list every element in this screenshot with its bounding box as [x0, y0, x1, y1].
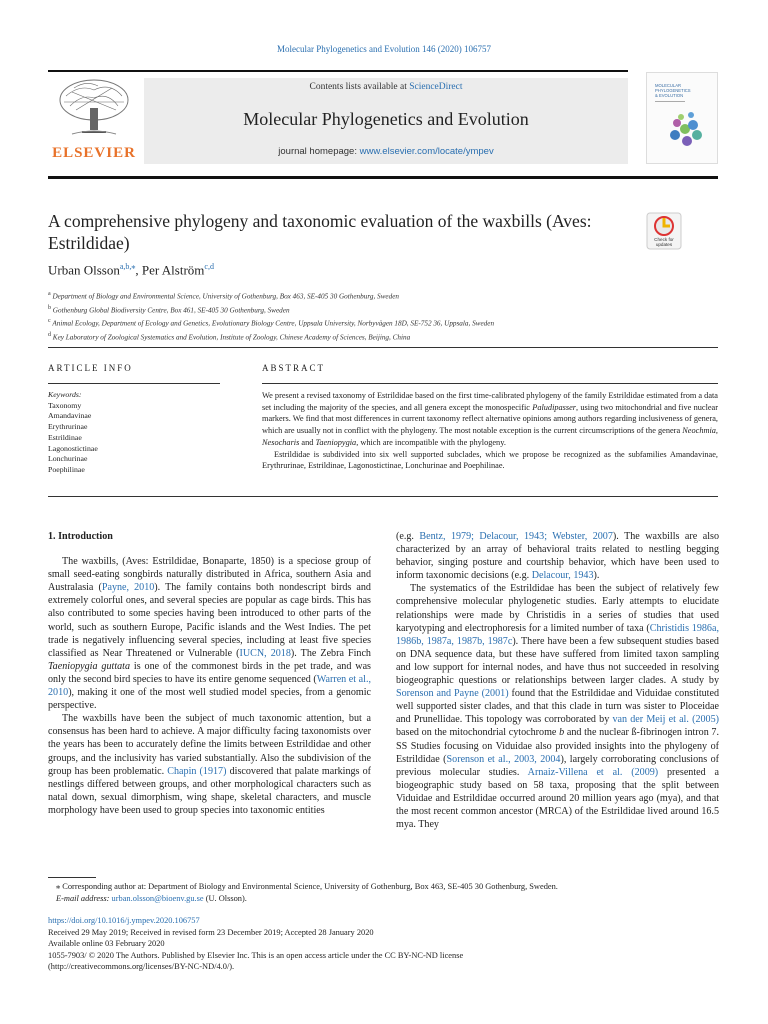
keyword-item: Taxonomy	[48, 400, 82, 410]
author-list	[48, 262, 214, 278]
keyword-item: Amandavinae	[48, 411, 92, 421]
crossmark-line-1: Check for	[654, 237, 674, 242]
citation-link[interactable]: Sorenson and Payne (2001)	[396, 688, 509, 700]
journal-title-box	[144, 78, 628, 164]
received-dates: Received 29 May 2019; Received in revised form 23 December 2019; Accepted 28 January 2020	[48, 927, 374, 937]
abstract-bottom-rule	[48, 496, 718, 497]
elsevier-wordmark: ELSEVIER	[52, 145, 136, 161]
cover-line-1: MOLECULAR	[655, 83, 682, 88]
citation-link[interactable]: Warren et al., 2010	[48, 673, 371, 699]
body-paragraph: (e.g. Bentz, 1979; Delacour, 1943; Webster, 2007). The waxbills are also characterized by an array of behavioral traits related to nestling begging behavior, singing posture and courtship behavior, which have been used to inform taxonomic decisions (e.g. Delacour, 1943).	[396, 531, 719, 582]
crossmark-line-2: updates	[655, 242, 673, 247]
body-paragraph: The systematics of the Estrildidae has been the subject of relatively few comprehensive molecular phylogenetic studies. Early attempts to elucidate relationships were made by Christidis in a series of studies that used karyotyping and electrophoresis for a limited number of taxa (Christidis 1986a, 1986b, 1987a, 1987b, 1987c). There have been a few subsequent studies based on DNA sequence data, but these have suffered from limited taxon sampling and low support for internal nodes, and have thus not succeeded in resolving biogeographic questions or relationships between larger clades. A study by Sorenson and Payne (2001) found that the Estrildidae and Viduidae constituted well supported sister clades, and that this clade in turn was sister to Ploceidae and Prunellidae. This topology was corroborated by van der Meij et al. (2005) based on the mitochondrial cytochrome b and the nuclear ß-fibrinogen intron 7. SS Studies focusing on Viduidae also provided insights into the phylogeny of Estrildidae (Sorenson et al., 2003, 2004), largely corroborating conclusions of previous molecular studies. Arnaiz-Villena et al. (2009) presented a biogeographic study based on 58 taxa, proposing that the split between Viduidae and Estrildidae occurred around 20 million years ago (mya), and that the most recent common ancestor (MRCA) of the Estrildidae lived around 16.5 mya. They	[396, 583, 720, 831]
author-name: Per Alström	[141, 262, 205, 278]
elsevier-logo[interactable]	[48, 76, 140, 164]
citation-link[interactable]: Delacour, 1943	[531, 570, 594, 582]
available-online: Available online 03 February 2020	[48, 939, 165, 949]
author-name: Urban Olsson	[48, 262, 120, 278]
body-paragraph: The waxbills, (Aves: Estrildidae, Bonaparte, 1850) is a speciose group of small seed-eating songbirds naturally distributed in Africa, southern Asia and Australasia (Payne, 2010). The family contains both nondescript birds and extremely colorful ones, and several species are popular as cage birds. This has also contributed to some species having been introduced to other parts of the world, such as southern Europe, Pacific islands and the West Indies. The pet trade is negatively influencing several species, including at least five species classified as Near Threatened or Vulnerable (IUCN, 2018). The Zebra Finch Taeniopygia guttata is one of the commonest birds in the pet trade, and was only the second bird species to have its entire genome sequenced (Warren et al., 2010), making it one of the most well studied model species, from a genomic perspective.	[48, 556, 371, 712]
journal-title: Molecular Phylogenetics and Evolution	[243, 109, 529, 129]
keyword-item: Poephilinae	[48, 464, 85, 474]
footnotes	[48, 881, 718, 906]
affiliation-mark: b	[48, 304, 51, 311]
footnote-rule	[48, 877, 96, 878]
abstract-paragraph: We present a revised taxonomy of Estrildidae based on the first time-calibrated phylogeny of the family Estrildidae estimated from a data set including the majority of the species, and all genera except the monospecific Paludipasser, using two mitochondrial and five nuclear markers. We find that most differences in current taxonomy reflect alternative opinions among authors regarding inclusiveness of genera, which are usually not in conflict with the phylogeny. The most notable exception is the current circumscriptions of the genera Neochmia, Nesocharis and Taeniopygia, which are incompatible with the phylogeny.	[262, 391, 718, 447]
citation-link[interactable]: Sorenson et al., 2003, 2004	[446, 753, 561, 765]
email-line	[48, 893, 718, 905]
journal-cover-thumbnail[interactable]	[646, 72, 718, 164]
running-head[interactable]: Molecular Phylogenetics and Evolution 146 (2020) 106757	[277, 44, 491, 54]
affiliation-item	[48, 303, 688, 317]
article-info-rule	[48, 383, 220, 384]
sciencedirect-link[interactable]: ScienceDirect	[409, 82, 463, 92]
affiliation-item	[48, 316, 688, 330]
abstract-rule	[262, 383, 718, 384]
affiliation-mark: c	[48, 318, 51, 325]
citation-link[interactable]: Arnaiz-Villena et al. (2009)	[527, 766, 659, 778]
cover-art-icon	[647, 73, 719, 165]
citation-link[interactable]: Chapin (1917)	[167, 765, 227, 777]
body-column-left	[48, 530, 371, 817]
contents-line	[144, 82, 628, 92]
keyword-item: Lonchurinae	[48, 454, 88, 464]
body-paragraph: The waxbills have been the subject of much taxonomic attention, but a consensus has been hard to achieve. A major difficulty facing taxonomists over the years has been to accurately define the limits between Estrildidae and other groups, and the inclusivity has varied substantially. Also the subdivision of the group has been problematic. Chapin (1917) discovered that palate markings of nestlings differed between groups, and other morphological characters such as natal down, sexual dimorphism, wing shape, skeletal characters, and muscle morphology have been used to group species into taxonomic entities	[48, 713, 372, 816]
citation-link[interactable]: van der Meij et al. (2005)	[612, 714, 719, 726]
author-affiliation-mark[interactable]: a,b,⁎	[119, 262, 136, 271]
section-heading-introduction: 1. Introduction	[48, 531, 113, 542]
elsevier-tree-icon	[52, 76, 136, 138]
corresponding-author-note: ⁎ Corresponding author at: Department of Biology and Environmental Science, University of Gothenburg, Box 463, SE-405 30 Gothenburg, Sweden.	[56, 882, 558, 891]
crossmark-icon	[646, 212, 682, 250]
abstract-body	[262, 390, 718, 472]
email-link[interactable]: urban.olsson@bioenv.gu.se	[111, 894, 204, 904]
affiliation-mark: a	[48, 291, 51, 297]
homepage-link[interactable]: www.elsevier.com/locate/ympev	[359, 146, 494, 157]
affiliation-text: Gothenburg Global Biodiversity Centre, Box 461, SE-405 30 Gothenburg, Sweden	[52, 306, 290, 315]
citation-link[interactable]: Bentz, 1979; Delacour, 1943; Webster, 2007	[419, 531, 613, 542]
affiliation-text: Department of Biology and Environmental Science, University of Gothenburg, Box 463, SE-405 30 Gothenburg, Sweden	[52, 292, 399, 301]
affiliation-item	[48, 289, 688, 303]
author-affiliation-mark[interactable]: c,d	[204, 262, 214, 271]
article-info-heading: ARTICLE INFO	[48, 363, 133, 373]
keyword-item: Erythrurinae	[48, 422, 88, 432]
affiliation-text: Key Laboratory of Zoological Systematics and Evolution, Institute of Zoology, Chinese Academy of Sciences, Beijing, China	[52, 333, 411, 342]
citation-link[interactable]: Christidis 1986a, 1986b, 1987a, 1987b, 1987c	[396, 622, 719, 647]
license-line: 1055-7903/ © 2020 The Authors. Published by Elsevier Inc. This is an open access article under the CC BY-NC-ND license	[48, 950, 464, 960]
citation-link[interactable]: IUCN, 2018	[239, 647, 291, 659]
article-title: A comprehensive phylogeny and taxonomic evaluation of the waxbills (Aves: Estrildidae)	[48, 211, 592, 253]
homepage-label: journal homepage:	[278, 146, 360, 157]
keyword-item: Estrildinae	[48, 432, 82, 442]
check-for-updates-badge[interactable]	[646, 212, 682, 250]
affiliations	[48, 289, 688, 344]
keyword-item: Lagonostictinae	[48, 443, 98, 453]
affiliation-item	[48, 330, 688, 344]
license-url-line: (http://creativecommons.org/licenses/BY-NC-ND/4.0/).	[48, 962, 235, 972]
email-label: E-mail address:	[56, 894, 110, 904]
abstract-heading: ABSTRACT	[262, 363, 326, 373]
masthead-bottom-rule	[48, 176, 718, 179]
affiliation-mark: d	[48, 332, 51, 339]
affiliation-text: Animal Ecology, Department of Ecology and Genetics, Evolutionary Biology Centre, Uppsala University, Norbyvägen 18D, SE-752 36, Uppsala, Sweden	[52, 319, 495, 328]
cover-line-2: PHYLOGENETICS	[655, 88, 691, 93]
body-column-right	[396, 530, 719, 831]
author-separator: ,	[135, 262, 142, 278]
article-info-top-rule	[48, 347, 718, 348]
abstract-paragraph: Estrildidae is subdivided into six well supported subclades, which we propose be recognized as the subfamilies Amandavinae, Erythrurinae, Estrildinae, Lagonostictinae, Lonchurinae and Poephilinae.	[262, 449, 718, 471]
email-suffix: (U. Olsson).	[203, 894, 247, 904]
citation-link[interactable]: Payne, 2010	[101, 582, 155, 594]
contents-prefix: Contents lists available at	[309, 82, 410, 92]
journal-masthead	[48, 72, 628, 164]
keywords-block	[48, 390, 218, 476]
cover-line-3: & EVOLUTION	[655, 93, 684, 98]
homepage-line	[144, 146, 628, 157]
keywords-label: Keywords:	[48, 390, 82, 399]
doi-link[interactable]: https://doi.org/10.1016/j.ympev.2020.106757	[48, 916, 200, 925]
publication-info	[48, 915, 718, 973]
